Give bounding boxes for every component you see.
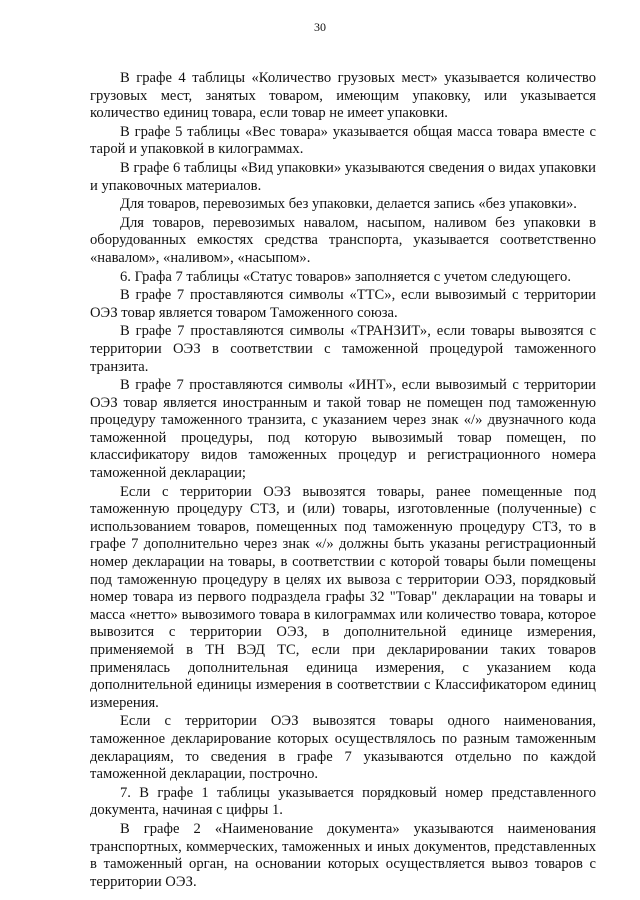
- paragraph-bulk-goods: Для товаров, перевозимых навалом, насыпом, наливом без упаковки в оборудованных емкостях средства транспорта, указывается соответственно «навалом», «наливом», «насыпом».: [90, 214, 596, 266]
- paragraph-symbol-tts: В графе 7 проставляются символы «ТТС», если вывозимый с территории ОЭЗ товар является товаром Таможенного союза.: [90, 287, 596, 321]
- document-body: [90, 70, 596, 892]
- paragraph-grafa-2: В графе 2 «Наименование документа» указываются наименования транспортных, коммерческих, таможенных и иных документов, представленных в таможенный орган, на основании которых осуществляется вывоз товаров с территории ОЭЗ.: [90, 820, 596, 890]
- paragraph-grafa-5: В графе 5 таблицы «Вес товара» указывается общая масса товара вместе с тарой и упаковкой в килограммах.: [90, 123, 596, 158]
- paragraph-symbol-int: В графе 7 проставляются символы «ИНТ», если вывозимый с территории ОЭЗ товар является иностранным и такой товар не помещен под таможенную процедуру таможенного транзита, с указанием через знак «/» двузначного кода таможенной процедуры, под которую вывозимый товар помещен, по классификатору видов таможенных процедур и регистрационного номера таможенной декларации;: [90, 377, 596, 482]
- page-number: 30: [314, 20, 326, 34]
- paragraph-item-6: 6. Графа 7 таблицы «Статус товаров» заполняется с учетом следующего.: [120, 268, 571, 285]
- paragraph-same-name-goods: Если с территории ОЭЗ вывозятся товары одного наименования, таможенное декларирование которых осуществлялось по разным таможенным декларациям, то сведения в графе 7 указываются отдельно по каждой таможенной декларации, построчно.: [90, 713, 596, 783]
- paragraph-grafa-4: В графе 4 таблицы «Количество грузовых мест» указывается количество грузовых мест, занятых товаром, имеющим упаковку, или указывается количество единиц товара, если товар не имеет упаковки.: [90, 70, 596, 122]
- paragraph-grafa-6: В графе 6 таблицы «Вид упаковки» указываются сведения о видах упаковки и упаковочных материалов.: [90, 159, 596, 194]
- paragraph-stz-goods: Если с территории ОЭЗ вывозятся товары, ранее помещенные под таможенную процедуру СТЗ, и (или) товары, изготовленные (полученные) с использованием товаров, помещенных под таможенную процедуру СТЗ, то в графе 7 дополнительно через знак «/» должны быть указаны регистрационный номер декларации на товары, в соответствии с которой товары были помещены под таможенную процедуру в целях их вывоза с территории ОЭЗ, порядковый номер товара из первого подраздела графы 32 "Товар" декларации на товары и масса «нетто» вывозимого товара в килограммах или количество товара, которое вывозится с территории ОЭЗ, в дополнительной единице измерения, применяемой в ТН ВЭД ТС, если при декларировании таких товаров применялась дополнительная единица измерения, с указанием кода дополнительной единицы измерения в соответствии с Классификатором единиц измерения.: [90, 483, 596, 711]
- paragraph-symbol-tranzit: В графе 7 проставляются символы «ТРАНЗИТ», если товары вывозятся с территории ОЭЗ в соответствии с таможенной процедурой таможенного транзита.: [90, 323, 596, 375]
- paragraph-item-7: 7. В графе 1 таблицы указывается порядковый номер представленного документа, начиная с цифры 1.: [90, 784, 596, 819]
- paragraph-no-packaging: Для товаров, перевозимых без упаковки, делается запись «без упаковки».: [120, 196, 577, 213]
